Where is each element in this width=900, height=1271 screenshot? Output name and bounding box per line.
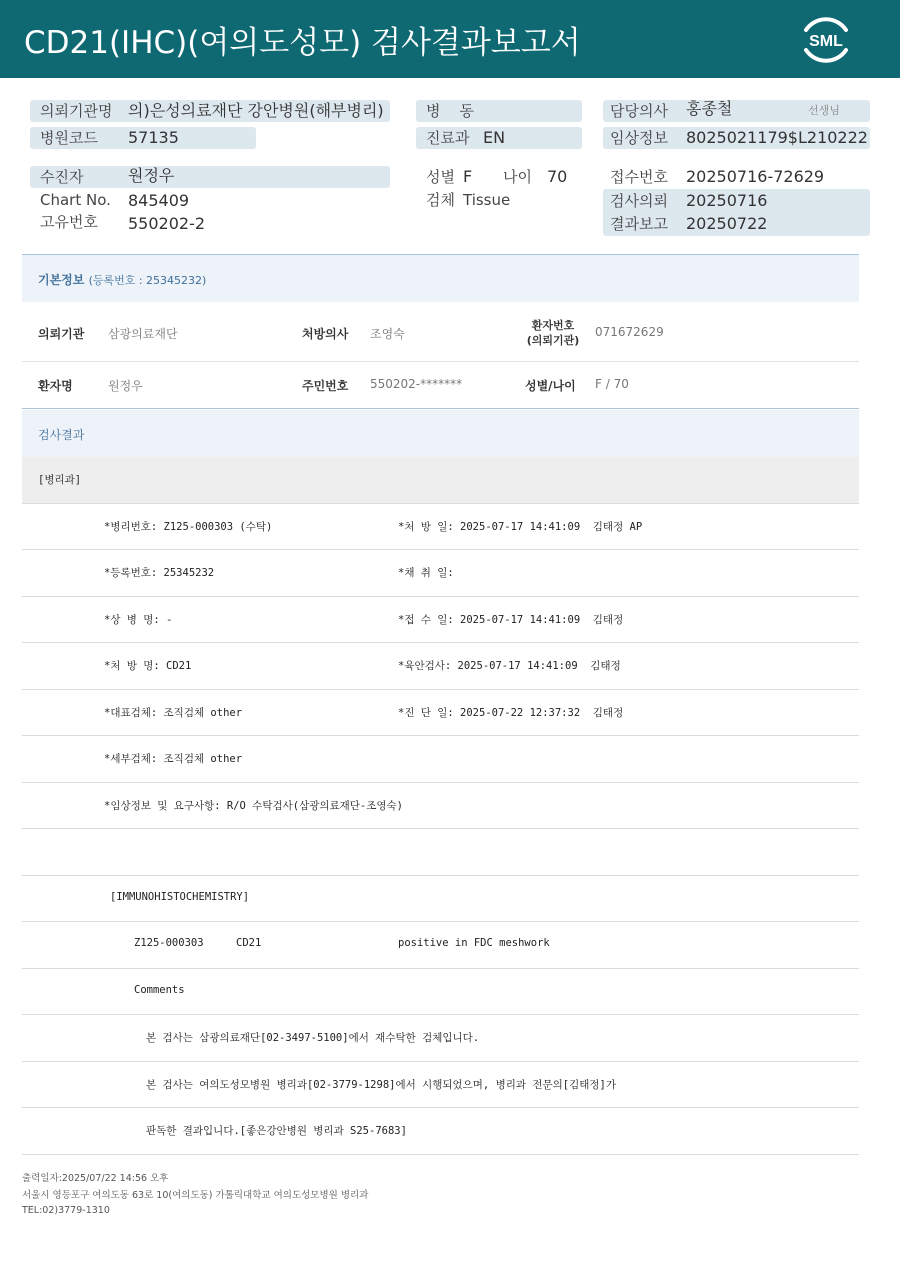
ref-org-label: 의뢰기관명: [40, 102, 113, 120]
result-left: *병리번호: Z125-000303 (수탁): [104, 520, 273, 533]
result-right: *채 취 일:: [398, 567, 454, 579]
chart-value: 845409: [128, 191, 190, 210]
result-left: *대표검체: 조직검체 other: [104, 706, 243, 719]
ihc-number: Z125-000303: [134, 937, 204, 949]
comment-text: 본 검사는 여의도성모병원 병리과[02-3779-1298]에서 시행되었으며, 병리과 전문의[김태정]가: [146, 1078, 616, 1091]
hosp-code-label: 병원코드: [40, 129, 98, 147]
age-label: 나이: [503, 168, 532, 186]
presc-value: 조영숙: [370, 327, 405, 341]
dept-label: 진료과: [426, 129, 470, 147]
specimen-label: 검체: [426, 191, 455, 209]
ihc-title: [IMMUNOHISTOCHEMISTRY]: [110, 890, 250, 903]
section-label: [병리과]: [38, 474, 82, 486]
hosp-code-value: 57135: [128, 128, 179, 147]
pno-label-2: (의뢰기관): [526, 334, 580, 347]
comment-row: [22, 1108, 859, 1155]
reg-number: (등록번호 : 25345232): [88, 274, 207, 287]
ihc-title-row: [22, 876, 859, 923]
receipt-label: 접수번호: [610, 168, 668, 186]
ihc-result-row: [22, 922, 859, 969]
sex-value: F: [463, 167, 473, 186]
report-title: CD21(IHC)(여의도성모) 검사결과보고서: [24, 25, 581, 61]
clinical-value: 8025021179$L210222: [686, 128, 868, 147]
result-row: [22, 736, 859, 783]
comment-text: 판독한 결과입니다.[좋은강안병원 병리과 S25-7683]: [146, 1125, 407, 1137]
sex-label: 성별: [426, 168, 455, 186]
org-value: 삼광의료재단: [108, 327, 178, 341]
request-value: 20250716: [686, 191, 768, 210]
comment-row: [22, 1062, 859, 1109]
blank-row: [22, 829, 859, 876]
specimen-value: Tissue: [463, 191, 511, 209]
presc-label: 처방의사: [302, 327, 349, 341]
pno-label-1: 환자번호: [531, 319, 575, 332]
pno-value: 071672629: [595, 325, 664, 339]
rrn-label: 주민번호: [302, 379, 349, 393]
logo-text: SML: [809, 33, 843, 50]
result-right: *진 단 일: 2025-07-22 12:37:32 김태정: [398, 706, 624, 719]
result-title: 검사결과: [38, 428, 85, 442]
patient-value: 원정우: [128, 166, 175, 185]
result-left: *상 병 명: -: [104, 613, 173, 626]
result-row: [22, 597, 859, 644]
result-row: [22, 783, 859, 830]
report-value: 20250722: [686, 214, 768, 233]
receipt-value: 20250716-72629: [686, 167, 825, 186]
sexage-value: F / 70: [595, 377, 629, 391]
org-label: 의뢰기관: [38, 327, 85, 341]
name-label: 환자명: [38, 379, 73, 393]
age-value: 70: [547, 167, 568, 186]
basic-info-row-1: [22, 302, 859, 362]
print-date: 출력일자:2025/07/22 14:56 오후: [22, 1173, 169, 1184]
report-header: [0, 0, 900, 78]
result-right: *접 수 일: 2025-07-17 14:41:09 김태정: [398, 613, 624, 626]
result-left: *세부검체: 조직검체 other: [104, 753, 243, 765]
name-value: 원정우: [108, 379, 143, 393]
unique-value: 550202-2: [128, 214, 206, 233]
footer-tel: TEL:02)3779-1310: [22, 1205, 110, 1216]
footer-address: 서울시 영등포구 여의도동 63로 10(여의도동) 가톨릭대학교 여의도성모병원 병리과: [22, 1190, 369, 1201]
comment-row: [22, 1015, 859, 1062]
result-left: *처 방 명: CD21: [104, 660, 192, 672]
comments-label: Comments: [134, 983, 185, 996]
result-right: *처 방 일: 2025-07-17 14:41:09 김태정 AP: [398, 520, 643, 533]
sml-logo: [798, 12, 854, 66]
chart-label: Chart No.: [40, 191, 111, 209]
basic-info-row-2: [22, 362, 859, 409]
doctor-label: 담당의사: [610, 102, 668, 120]
basic-info-title: 기본정보: [38, 273, 85, 287]
clinical-label: 임상정보: [610, 129, 668, 147]
unique-label: 고유번호: [40, 213, 98, 231]
sexage-label: 성별/나이: [525, 379, 576, 393]
report-label: 결과보고: [610, 215, 668, 233]
result-heading: [22, 410, 859, 457]
basic-info-heading: [22, 254, 859, 302]
result-right: *육안검사: 2025-07-17 14:41:09 김태정: [398, 660, 621, 672]
rrn-value: 550202-*******: [370, 377, 463, 391]
ihc-marker: CD21: [236, 937, 262, 949]
comments-label-row: [22, 969, 859, 1016]
patient-label: 수진자: [40, 168, 84, 186]
result-row: [22, 504, 859, 551]
comment-text: 본 검사는 삼광의료재단[02-3497-5100]에서 재수탁한 검체입니다.: [146, 1032, 480, 1044]
ref-org-value: 의)은성의료재단 강안병원(해부병리): [128, 101, 384, 120]
result-row: [22, 643, 859, 690]
patient-pill: [30, 166, 390, 188]
result-row: [22, 550, 859, 597]
section-row: [22, 457, 859, 504]
request-label: 검사의뢰: [610, 192, 668, 210]
doctor-suffix: 선생님: [808, 104, 840, 117]
dept-value: EN: [483, 128, 506, 147]
ward-label: 병 동: [426, 102, 475, 120]
result-left: *등록번호: 25345232: [104, 567, 215, 579]
result-row: [22, 690, 859, 737]
doctor-value: 홍종철: [686, 99, 733, 118]
result-left: *임상정보 및 요구사항: R/O 수탁검사(삼광의료재단-조영숙): [104, 799, 404, 812]
ihc-result: positive in FDC meshwork: [398, 937, 550, 949]
